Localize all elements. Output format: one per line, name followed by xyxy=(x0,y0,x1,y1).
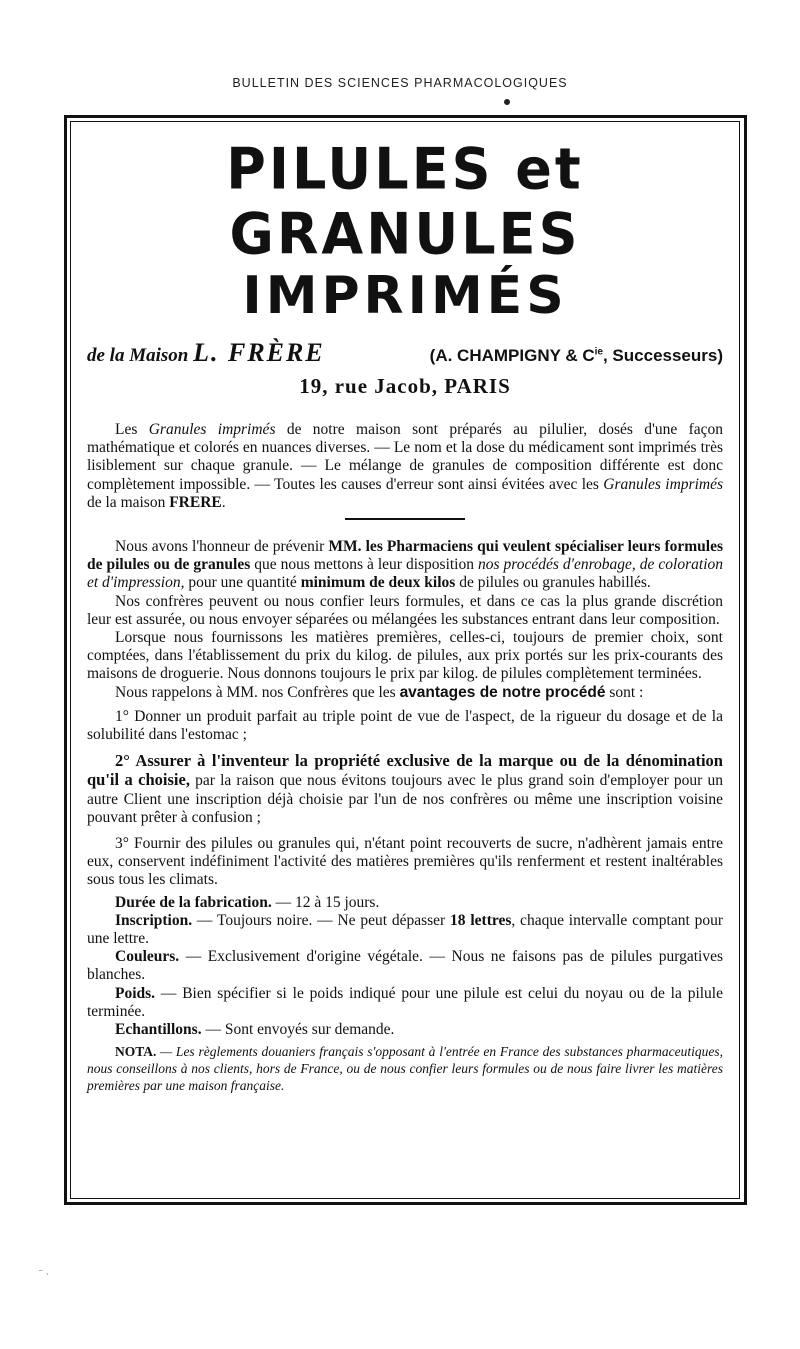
point-2: 2° Assurer à l'inventeur la propriété exclusive de la marque ou de la dénomination qu'il a choisie, par la raison que nous évitons toujours avec le plus grand soin d'employer pour un autre Client une inscription déjà choisie par l'un de nos confrères ou même une inscription voisine pouvant prêter à confusion ; xyxy=(87,751,723,826)
point-1: 1° Donner un produit parfait au triple point de vue de l'aspect, de la rigueur du dosage et de la solubilité dans l'estomac ; xyxy=(87,707,723,744)
body-text xyxy=(87,421,723,1094)
poids-line: Poids. — Bien spécifier si le poids indiqué pour une pilule est celui du noyau ou de la pilule terminée. xyxy=(87,984,723,1020)
successors-sup: ie xyxy=(594,346,603,358)
point-3: 3° Fournir des pilules ou granules qui, n'étant point recouverts de sucre, n'adhèrent jamais entre eux, conservent indéfiniment l'activité des matières premières qu'ils renferment et restent inaltérables sous tous les climats. xyxy=(87,835,723,889)
running-header: BULLETIN DES SCIENCES PHARMACOLOGIQUES xyxy=(232,76,568,90)
maison-prefix: de la Maison xyxy=(87,345,189,366)
advertisement-content xyxy=(87,132,723,1094)
stray-mark: ⁻ ˴ xyxy=(38,1268,50,1279)
ornament-dot xyxy=(504,99,510,105)
title-line-2: IMPRIMÉS xyxy=(242,266,568,326)
paragraph-matieres: Lorsque nous fournissons les matières premières, celles-ci, toujours de premier choix, sont comptées, dans l'établissement du prix du kilog. de pilules, aux prix portés sur les prix-courants des maisons de droguerie. Nous donnons toujours le prix par kilog. de pilules complètement terminées. xyxy=(87,629,723,683)
maison-line xyxy=(87,338,723,368)
successors-suffix: , Successeurs) xyxy=(602,346,723,365)
maison-successors xyxy=(430,346,723,366)
paragraph-pharmaciens: Nous avons l'honneur de prévenir MM. les Pharmaciens qui veulent spécialiser leurs formules de pilules ou de granules que nous mettons à leur disposition nos procédés d'enrobage, de coloration et d'impression, pour une quantité minimum de deux kilos de pilules ou granules habillés. xyxy=(87,538,724,592)
nota: NOTA. — Les règlements douaniers français s'opposant à l'entrée en France des substances pharmaceutiques, nous conseillons à nos clients, hors de France, ou de nous confier leurs formules ou de nous faire livrer les matières premières par une maison française. xyxy=(87,1044,723,1094)
duree-line: Durée de la fabrication. — 12 à 15 jours. xyxy=(115,893,380,911)
address: 19, rue Jacob, PARIS xyxy=(299,374,511,398)
inscription-line: Inscription. — Toujours noire. — Ne peut dépasser 18 lettres, chaque intervalle comptant pour une lettre. xyxy=(87,911,723,948)
paragraph-confreres: Nos confrères peuvent ou nous confier leurs formules, et dans ce cas la plus grande discrétion leur est assurée, ou nous envoyer séparées ou mélangées les substances entrant dans leur composition. xyxy=(87,592,723,628)
paragraph-granules: Les Granules imprimés de notre maison sont préparés au pilulier, dosés d'une façon mathématique et colorés en nuances diverses. — Le nom et la dose du médicament sont imprimés très lisiblement sur chaque granule. — Le mélange de granules de composition différente est donc complètement impossible. — Toutes les causes d'erreur sont ainsi évitées avec les Granules imprimés de la maison FRERE. xyxy=(87,421,723,511)
maison-founder: L. FRÈRE xyxy=(193,338,325,367)
echantillons-line: Echantillons. — Sont envoyés sur demande. xyxy=(115,1021,395,1039)
paragraph-avantages: Nous rappelons à MM. nos Confrères que les avantages de notre procédé sont : xyxy=(115,683,644,701)
maison-name xyxy=(87,338,325,368)
title-line-1: PILULES et GRANULES xyxy=(226,135,584,268)
couleurs-line: Couleurs. — Exclusivement d'origine végétale. — Nous ne faisons pas de pilules purgatives blanches. xyxy=(87,948,723,984)
divider-rule xyxy=(345,518,465,520)
successors-text: (A. CHAMPIGNY & C xyxy=(429,346,595,365)
